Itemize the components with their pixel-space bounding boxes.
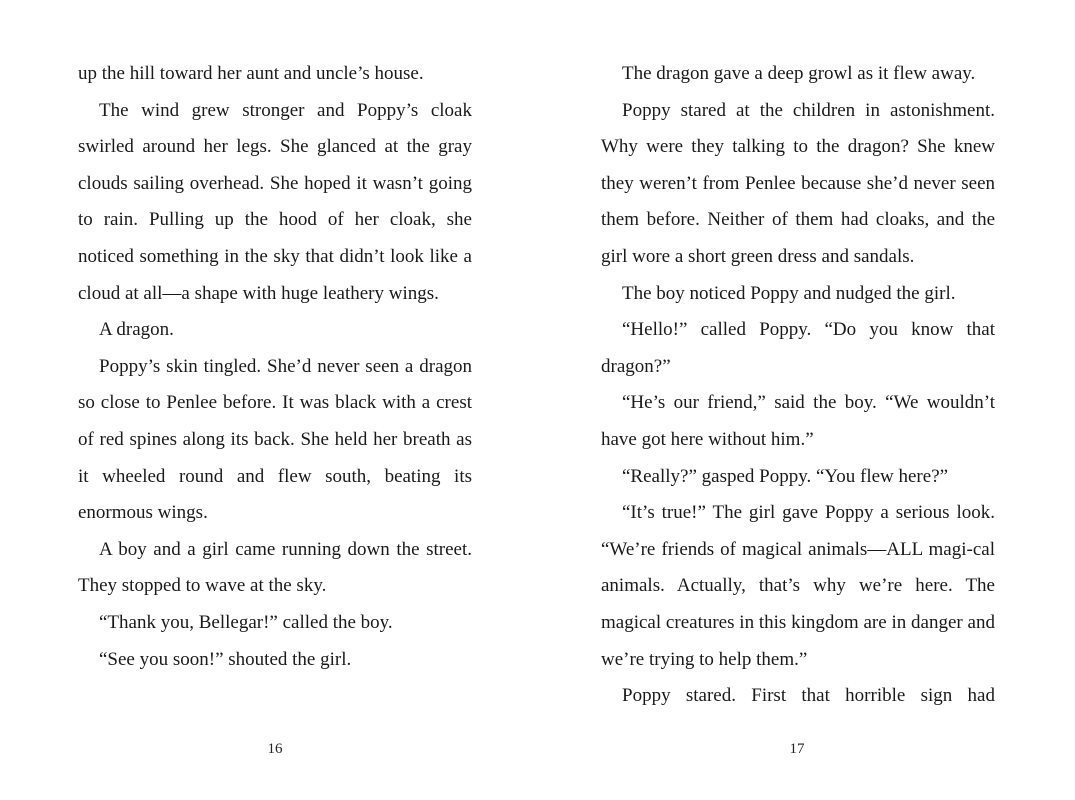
right-paragraph-4: “Hello!” called Poppy. “Do you know that dragon?” [601, 319, 995, 377]
right-paragraph-7: “It’s true!” The girl gave Poppy a serious look. “We’re friends of magical animals—ALL magi-cal animals. Actually, that’s why we’re here. The magical creatures in this kingdom are in danger and we’re trying to help them.” [601, 502, 995, 670]
right-paragraph-3: The boy noticed Poppy and nudged the girl. [622, 282, 956, 304]
left-page [78, 56, 472, 678]
left-paragraph-7: “See you soon!” shouted the girl. [99, 648, 352, 670]
left-paragraph-6: “Thank you, Bellegar!” called the boy. [99, 611, 393, 633]
left-paragraph-3: A dragon. [99, 319, 174, 341]
left-paragraph-4: Poppy’s skin tingled. She’d never seen a dragon so close to Penlee before. It was black with a crest of red spines along its back. She held her breath as it wheeled round and flew south, beating its enormous wings. [78, 355, 472, 524]
right-paragraph-5: “He’s our friend,” said the boy. “We wouldn’t have got here without him.” [601, 392, 995, 450]
right-paragraph-1: The dragon gave a deep growl as it flew away. [622, 63, 976, 84]
right-page [601, 56, 995, 715]
left-paragraph-2: The wind grew stronger and Poppy’s cloak swirled around her legs. She glanced at the gray clouds sailing overhead. She hoped it wasn’t going to rain. Pulling up the hood of her cloak, she noticed something in the sky that didn’t look like a cloud at all—a shape with huge leathery wings. [78, 99, 472, 304]
left-paragraph-1: up the hill toward her aunt and uncle’s house. [78, 63, 424, 84]
right-paragraph-6: “Really?” gasped Poppy. “You flew here?” [622, 465, 949, 487]
left-paragraph-5: A boy and a girl came running down the street. They stopped to wave at the sky. [78, 538, 472, 597]
page-number-left: 16 [267, 741, 283, 757]
right-paragraph-8: Poppy stared. First that horrible sign had [622, 685, 995, 707]
right-paragraph-2: Poppy stared at the children in astonishment. Why were they talking to the dragon? She knew they weren’t from Penlee because she’d never seen them before. Neither of them had cloaks, and the girl wore a short green dress and sandals. [601, 99, 995, 267]
page-number-right: 17 [789, 741, 805, 757]
